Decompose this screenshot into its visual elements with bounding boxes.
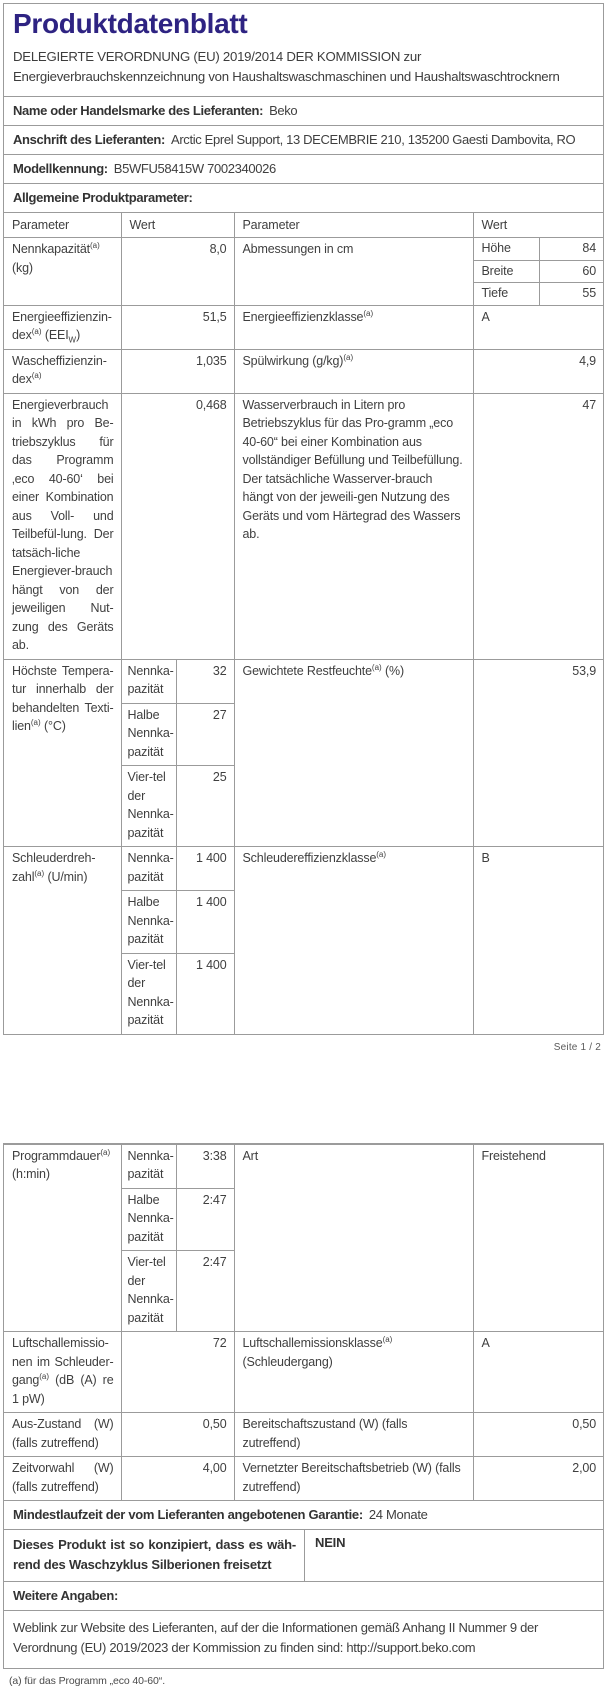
value-energy-consumption: 0,468 (121, 393, 234, 659)
subvalue-temp-quarter: 25 (176, 766, 234, 847)
dim-label-breite: Breite (473, 260, 539, 283)
table-header-row (4, 212, 603, 238)
header-wert-left: Wert (121, 212, 234, 238)
subvalue-spin-quarter: 1 400 (176, 953, 234, 1034)
regulation-line-1: DELEGIERTE VERORDNUNG (EU) 2019/2014 DER KOMMISSION zur (13, 49, 422, 65)
supplier-name-value: Beko (269, 102, 298, 118)
subparam-quarter-capacity: Vier-tel der Nennka-pazität (121, 766, 176, 847)
table-row (4, 1413, 603, 1457)
value-eei: 51,5 (121, 305, 234, 349)
table-row (4, 238, 603, 261)
param-spin-speed: Schleuderdreh-zahl$^{(a)}$ (U/min) (4, 847, 121, 1034)
parameters-table-page2 (4, 1144, 603, 1501)
param-programme-duration: Programmdauer$^{(a)}$ (h:min) (4, 1144, 121, 1332)
param-residual-moisture: Gewichtete Restfeuchte$^{(a)}$ (%) (234, 659, 473, 847)
regulation-line-2: Energieverbrauchskennzeichnung von Haushaltswaschmaschinen und Haushaltswaschtrocknern (13, 68, 560, 84)
subvalue-duration-rated: 3:38 (176, 1144, 234, 1188)
table-row (4, 393, 603, 659)
dim-value-breite: 60 (539, 260, 603, 283)
value-delay-start: 4,00 (121, 1457, 234, 1501)
param-water-consumption: Wasserverbrauch in Litern pro Betriebszyklus für das Pro-gramm „eco 40-60“ bei einer Kombination aus vollständiger Befüllung und Teilbefüllung. Der tatsächliche Wasserver-brauch hängt von der jeweili-gen Nutzung des Geräts und vom Härtegrad des Wassers ab. (234, 393, 473, 659)
param-type: Art (234, 1144, 473, 1332)
table-row (4, 1332, 603, 1413)
weblink-row: Weblink zur Website des Lieferanten, auf der die Informationen gemäß Anhang II Nummer 9 der Verordnung (EU) 2019/2023 der Kommission zu finden sind: http://support.beko.com (4, 1610, 603, 1667)
param-spin-class: Schleudereffizienzklasse$^{(a)}$ (234, 847, 473, 1034)
more-info-heading: Weitere Angaben: (13, 1588, 118, 1604)
parameters-table-page1 (4, 212, 603, 1034)
supplier-name-label: Name oder Handelsmarke des Lieferanten: (13, 102, 264, 118)
supplier-name-row (4, 96, 603, 125)
warranty-label: Mindestlaufzeit der vom Lieferanten angebotenen Garantie: (13, 1507, 363, 1523)
section-heading-row (4, 183, 603, 212)
subvalue-duration-half: 2:47 (176, 1188, 234, 1251)
page-2 (3, 1143, 604, 1669)
dim-label-tiefe: Tiefe (473, 283, 539, 306)
param-wash-index: Wascheffizienzin-dex$^{(a)}$ (4, 349, 121, 393)
value-standby: 0,50 (473, 1413, 603, 1457)
silver-ions-row (4, 1529, 603, 1581)
warranty-row (4, 1500, 603, 1529)
supplier-address-value: Arctic Eprel Support, 13 DECEMBRIE 210, 135200 Gaesti Dambovita, RO (171, 131, 576, 147)
value-off-mode: 0,50 (121, 1413, 234, 1457)
subparam-half-capacity: Halbe Nennka-pazität (121, 891, 176, 954)
regulation-text (13, 47, 593, 87)
param-rinse: Spülwirkung $(g/kg)^{(a)}$ (234, 349, 473, 393)
table-row (4, 847, 603, 891)
value-type: Freistehend (473, 1144, 603, 1332)
silver-ions-label: Dieses Produkt ist so konzipiert, dass es wäh-rend des Waschzyklus Silberionen freisetzt (4, 1530, 305, 1581)
page-1 (3, 3, 604, 1035)
subvalue-duration-quarter: 2:47 (176, 1251, 234, 1332)
param-noise-emission: Luftschallemissio-nen im Schleuder-gang$^{(a)}$ (dB (A) re 1 pW) (4, 1332, 121, 1413)
subvalue-spin-rated: 1 400 (176, 847, 234, 891)
supplier-address-label: Anschrift des Lieferanten: (13, 131, 165, 147)
subparam-rated-capacity: Nennka-pazität (121, 659, 176, 703)
model-id-value: B5WFU58415W 7002340026 (113, 160, 276, 176)
table-row (4, 659, 603, 703)
table-row (4, 1144, 603, 1188)
subvalue-temp-half: 27 (176, 703, 234, 766)
section-heading: Allgemeine Produktparameter: (13, 189, 193, 205)
silver-ions-value: NEIN (315, 1535, 346, 1551)
table-row (4, 1457, 603, 1501)
param-eei: Energieeffizienzin-dex$^{(a)}$ $(EEI_W)$ (4, 305, 121, 349)
footnote: (a) für das Programm „eco 40-60“. (9, 1674, 166, 1687)
subparam-half-capacity: Halbe Nennka-pazität (121, 703, 176, 766)
subparam-quarter-capacity: Vier-tel der Nennka-pazität (121, 1251, 176, 1332)
param-eei-class: Energieeffizienzklasse$^{(a)}$ (234, 305, 473, 349)
header-parameter-right: Parameter (234, 212, 473, 238)
subparam-half-capacity: Halbe Nennka-pazität (121, 1188, 176, 1251)
value-networked-standby: 2,00 (473, 1457, 603, 1501)
param-delay-start: Zeitvorwahl (W) (falls zutreffend) (4, 1457, 121, 1501)
value-rinse: 4,9 (473, 349, 603, 393)
supplier-address-row (4, 125, 603, 154)
value-water-consumption: 47 (473, 393, 603, 659)
param-noise-class: Luftschallemissionsklasse$^{(a)}$ (Schleudergang) (234, 1332, 473, 1413)
dim-value-tiefe: 55 (539, 283, 603, 306)
param-energy-consumption: Energieverbrauch in kWh pro Be-triebszyklus für das Programm ‚eco 40-60‘ bei einer Kombination aus Voll- und Teilbefül-lung. Der tatsäch-liche Energiever-brauch hängt von der jeweiligen Nut-zung des Geräts ab. (4, 393, 121, 659)
page-number: Seite 1 / 2 (553, 1041, 601, 1053)
model-id-row (4, 154, 603, 183)
page-title: Produktdatenblatt (13, 8, 248, 39)
value-wash-index: 1,035 (121, 349, 234, 393)
subparam-rated-capacity: Nennka-pazität (121, 1144, 176, 1188)
param-dimensions: Abmessungen in cm (234, 238, 473, 306)
value-spin-class: B (473, 847, 603, 1034)
param-rated-capacity: Nennkapazität$^{(a)}$ (kg) (4, 238, 121, 306)
subvalue-spin-half: 1 400 (176, 891, 234, 954)
subparam-quarter-capacity: Vier-tel der Nennka-pazität (121, 953, 176, 1034)
value-rated-capacity: 8,0 (121, 238, 234, 306)
more-info-heading-row (4, 1581, 603, 1610)
param-networked-standby: Vernetzter Bereitschaftsbetrieb (W) (falls zutreffend) (234, 1457, 473, 1501)
subparam-rated-capacity: Nennka-pazität (121, 847, 176, 891)
value-residual-moisture: 53,9 (473, 659, 603, 847)
value-noise-class: A (473, 1332, 603, 1413)
dim-value-hoehe: 84 (539, 238, 603, 261)
value-noise-emission: 72 (121, 1332, 234, 1413)
param-standby: Bereitschaftszustand (W) (falls zutreffend) (234, 1413, 473, 1457)
table-row (4, 305, 603, 349)
param-max-temperature: Höchste Tempera-tur innerhalb der behandelten Texti-lien$^{(a)}$ (°C) (4, 659, 121, 847)
warranty-value: 24 Monate (368, 1507, 428, 1523)
subvalue-temp-rated: 32 (176, 659, 234, 703)
header-parameter-left: Parameter (4, 212, 121, 238)
param-off-mode: Aus-Zustand (W) (falls zutreffend) (4, 1413, 121, 1457)
model-id-label: Modellkennung: (13, 160, 108, 176)
title-block (4, 4, 603, 96)
dim-label-hoehe: Höhe (473, 238, 539, 261)
table-row (4, 349, 603, 393)
header-wert-right: Wert (473, 212, 603, 238)
value-eei-class: A (473, 305, 603, 349)
